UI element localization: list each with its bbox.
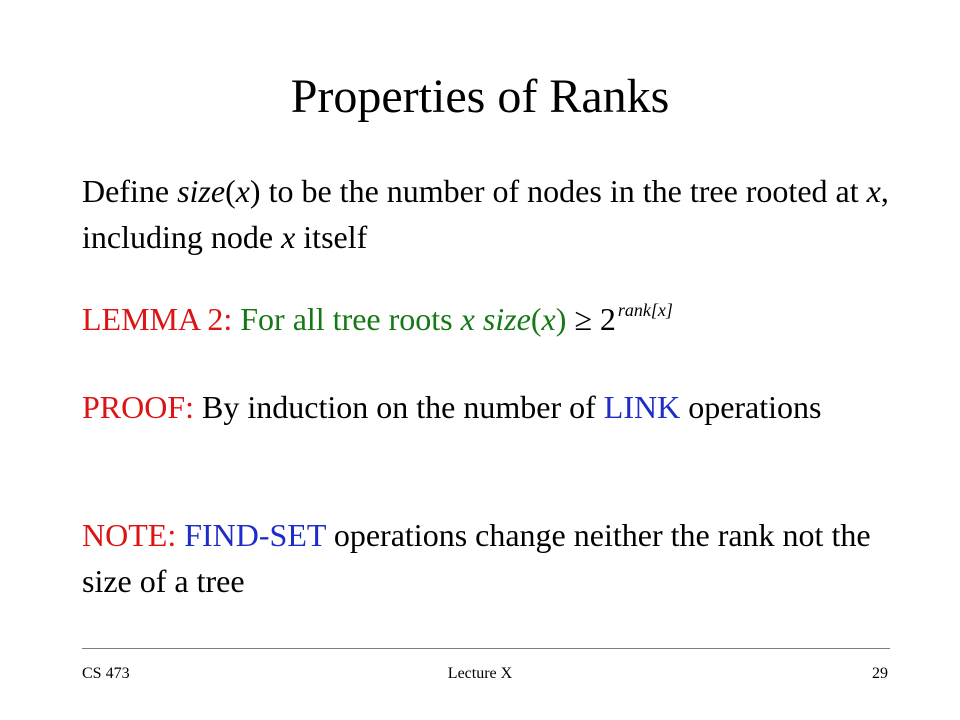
geq-symbol: ≥ bbox=[566, 301, 600, 337]
proof-text: By induction on the number of bbox=[194, 389, 604, 425]
footer-divider bbox=[82, 648, 890, 649]
definition-paragraph bbox=[82, 168, 902, 260]
definition-text: ) to be the number of nodes in the tree rooted at bbox=[249, 173, 867, 209]
note-label: NOTE: bbox=[82, 517, 177, 553]
power-base: 2 bbox=[599, 301, 616, 337]
note-paragraph bbox=[82, 512, 902, 604]
lemma-size-term: size bbox=[482, 301, 531, 337]
footer-page-number: 29 bbox=[872, 665, 888, 682]
proof-label: PROOF: bbox=[82, 389, 195, 425]
lemma-var-x: x bbox=[460, 301, 475, 337]
lemma-text bbox=[475, 301, 483, 337]
lemma-var-x: x bbox=[541, 301, 556, 337]
definition-var-x: x bbox=[866, 173, 881, 209]
findset-keyword: FIND-SET bbox=[176, 517, 326, 553]
proof-text: operations bbox=[680, 389, 822, 425]
note-text: operations change neither the rank not the size of a tree bbox=[82, 517, 871, 599]
definition-text: , including node bbox=[82, 173, 889, 255]
lemma-text: ) bbox=[555, 301, 567, 337]
proof-paragraph bbox=[82, 384, 902, 430]
lemma-text: For all tree roots bbox=[232, 301, 461, 337]
definition-text: itself bbox=[295, 219, 368, 255]
link-keyword: LINK bbox=[603, 389, 681, 425]
lemma-label: LEMMA 2: bbox=[82, 301, 233, 337]
definition-text: ( bbox=[225, 173, 236, 209]
rank-exponent: rank[x] bbox=[617, 300, 673, 320]
definition-var-x: x bbox=[281, 219, 296, 255]
footer-lecture: Lecture X bbox=[447, 665, 513, 682]
definition-text: Define bbox=[82, 173, 178, 209]
slide-title: Properties of Ranks bbox=[290, 70, 670, 123]
lemma-text: ( bbox=[530, 301, 542, 337]
definition-size-term: size bbox=[177, 173, 226, 209]
definition-var-x: x bbox=[235, 173, 250, 209]
lemma-paragraph bbox=[82, 296, 902, 347]
footer-course: CS 473 bbox=[82, 665, 130, 682]
